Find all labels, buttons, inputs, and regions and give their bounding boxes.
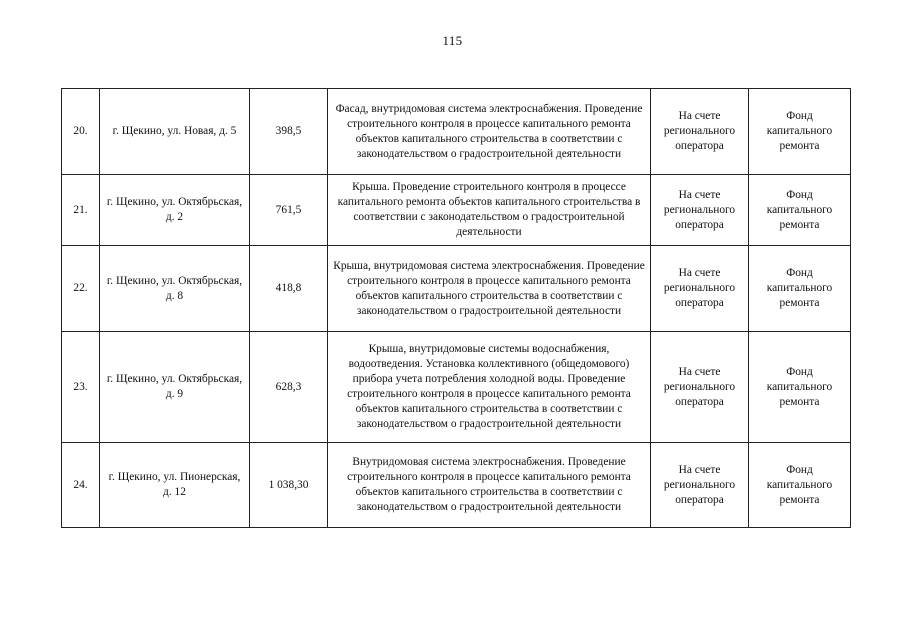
fund-account: На счете регионального оператора bbox=[651, 175, 749, 246]
fund-account: На счете регионального оператора bbox=[651, 332, 749, 443]
page-number: 115 bbox=[442, 33, 463, 48]
table-row bbox=[62, 175, 851, 246]
funding-source: Фонд капитального ремонта bbox=[749, 332, 851, 443]
table-row bbox=[62, 246, 851, 332]
capital-repair-table bbox=[61, 88, 851, 528]
funding-source: Фонд капитального ремонта bbox=[749, 246, 851, 332]
fund-account: На счете регионального оператора bbox=[651, 89, 749, 175]
funding-source: Фонд капитального ремонта bbox=[749, 443, 851, 528]
building-area: 1 038,30 bbox=[250, 443, 328, 528]
building-area: 761,5 bbox=[250, 175, 328, 246]
row-number: 23. bbox=[62, 332, 100, 443]
funding-source: Фонд капитального ремонта bbox=[749, 89, 851, 175]
repair-works: Внутридомовая система электроснабжения. Проведение строительного контроля в процессе капитального ремонта объектов капитального строительства в соответствии с законодательством о градостроительной деятельности bbox=[328, 443, 651, 528]
row-number: 21. bbox=[62, 175, 100, 246]
table-row bbox=[62, 443, 851, 528]
fund-account: На счете регионального оператора bbox=[651, 443, 749, 528]
fund-account: На счете регионального оператора bbox=[651, 246, 749, 332]
table-row bbox=[62, 89, 851, 175]
funding-source: Фонд капитального ремонта bbox=[749, 175, 851, 246]
building-address: г. Щекино, ул. Октябрьская, д. 8 bbox=[100, 246, 250, 332]
repair-works: Крыша, внутридомовые системы водоснабжения, водоотведения. Установка коллективного (общедомового) прибора учета потребления холодной воды. Проведение строительного контроля в процессе капитального ремонта объектов капитального строительства в соответствии с законодательством о градостроительной деятельности bbox=[328, 332, 651, 443]
row-number: 24. bbox=[62, 443, 100, 528]
row-number: 22. bbox=[62, 246, 100, 332]
building-address: г. Щекино, ул. Октябрьская, д. 9 bbox=[100, 332, 250, 443]
building-area: 398,5 bbox=[250, 89, 328, 175]
row-number: 20. bbox=[62, 89, 100, 175]
building-address: г. Щекино, ул. Пионерская, д. 12 bbox=[100, 443, 250, 528]
table-row bbox=[62, 332, 851, 443]
building-area: 628,3 bbox=[250, 332, 328, 443]
building-area: 418,8 bbox=[250, 246, 328, 332]
repair-works: Фасад, внутридомовая система электроснабжения. Проведение строительного контроля в процессе капитального ремонта объектов капитального строительства в соответствии с законодательством о градостроительной деятельности bbox=[328, 89, 651, 175]
building-address: г. Щекино, ул. Новая, д. 5 bbox=[100, 89, 250, 175]
building-address: г. Щекино, ул. Октябрьская, д. 2 bbox=[100, 175, 250, 246]
repair-works: Крыша, внутридомовая система электроснабжения. Проведение строительного контроля в процессе капитального ремонта объектов капитального строительства в соответствии с законодательством о градостроительной деятельности bbox=[328, 246, 651, 332]
repair-works: Крыша. Проведение строительного контроля в процессе капитального ремонта объектов капитального строительства в соответствии с законодательством о градостроительной деятельности bbox=[328, 175, 651, 246]
